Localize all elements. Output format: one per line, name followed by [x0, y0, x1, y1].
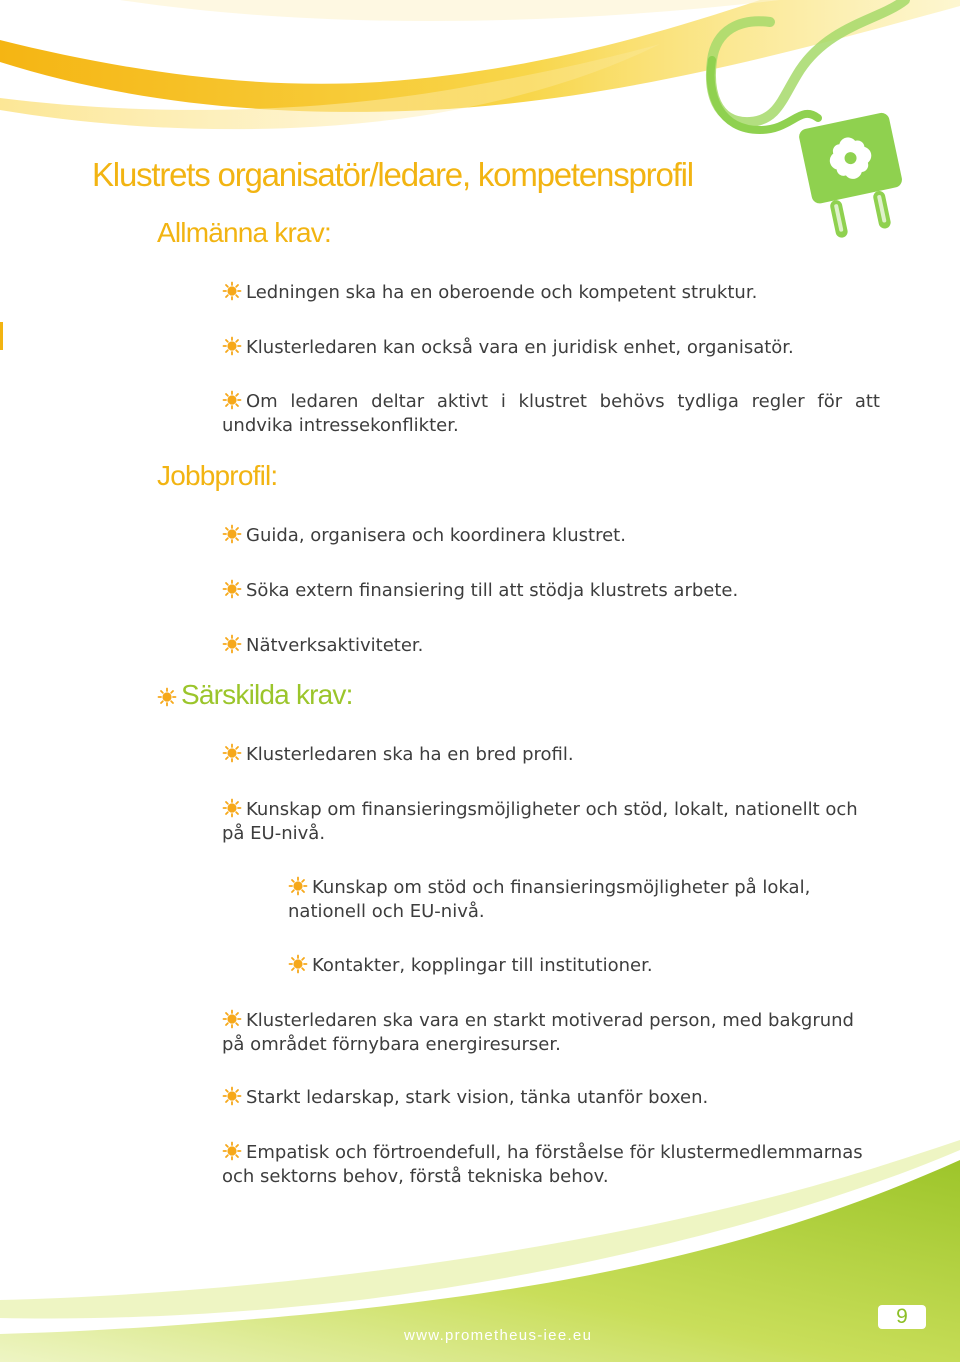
sun-bullet-icon [157, 687, 177, 707]
sun-bullet-icon [222, 524, 242, 544]
list-item-text: Empatisk och förtroendefull, ha förståelse för klustermedlemmarnas och sektorns behov, förstå tekniska behov. [222, 1142, 863, 1187]
margin-marker [0, 322, 3, 350]
list-item [222, 281, 880, 305]
sun-bullet-icon [222, 579, 242, 599]
sun-bullet-icon [288, 954, 308, 974]
sun-bullet-icon [222, 798, 242, 818]
sun-bullet-icon [222, 390, 242, 410]
sun-bullet-icon [222, 1009, 242, 1029]
list-item-text: Kontakter, kopplingar till institutioner. [312, 955, 653, 976]
list-item-text: Kunskap om finansieringsmöjligheter och stöd, lokalt, nationellt och på EU-nivå. [222, 799, 858, 844]
list-item-text: Klusterledaren kan också vara en juridisk enhet, organisatör. [246, 337, 794, 358]
list-item [222, 390, 880, 438]
page-number: 9 [878, 1305, 926, 1329]
list-item [222, 1086, 880, 1110]
list-item [222, 336, 880, 360]
list-item [222, 743, 880, 767]
list-item-text: Starkt ledarskap, stark vision, tänka utanför boxen. [246, 1087, 709, 1108]
heading-allmanna-krav: Allmänna krav: [157, 217, 331, 248]
list-item-text: Klusterledaren ska ha en bred profil. [246, 744, 574, 765]
sun-bullet-icon [222, 1086, 242, 1106]
list-item-text: Klusterledaren ska vara en starkt motiverad person, med bakgrund på området förnybara energiresurser. [222, 1010, 854, 1055]
list-item [222, 524, 880, 548]
list-item [222, 579, 880, 603]
list-item-text: Kunskap om stöd och finansieringsmöjligheter på lokal, nationell och EU-nivå. [288, 877, 811, 922]
list-item [222, 798, 880, 846]
sun-bullet-icon [222, 743, 242, 763]
list-item-text: Söka extern finansiering till att stödja klustrets arbete. [246, 580, 739, 601]
heading-sarskilda-krav [157, 679, 353, 711]
list-item-text: Nätverksaktiviteter. [246, 635, 424, 656]
list-item [222, 1141, 880, 1189]
top-swoosh [0, 0, 960, 129]
heading-text: Särskilda krav: [181, 679, 353, 710]
page-title: Klustrets organisatör/ledare, kompetensprofil [92, 156, 693, 193]
sub-list-item [288, 954, 880, 978]
sun-bullet-icon [222, 336, 242, 356]
list-item-text: Om ledaren deltar aktivt i klustret behövs tydliga regler för att undvika intressekonflikter. [222, 391, 880, 436]
list-item-text: Guida, organisera och koordinera klustret. [246, 525, 626, 546]
sun-bullet-icon [222, 281, 242, 301]
heading-jobbprofil: Jobbprofil: [157, 460, 278, 491]
list-item [222, 634, 880, 658]
sub-list-item [288, 876, 880, 924]
sun-bullet-icon [222, 634, 242, 654]
sun-bullet-icon [288, 876, 308, 896]
list-item-text: Ledningen ska ha en oberoende och kompetent struktur. [246, 282, 758, 303]
list-item [222, 1009, 880, 1057]
footer-url[interactable]: www.prometheus-iee.eu [404, 1327, 593, 1344]
sun-bullet-icon [222, 1141, 242, 1161]
